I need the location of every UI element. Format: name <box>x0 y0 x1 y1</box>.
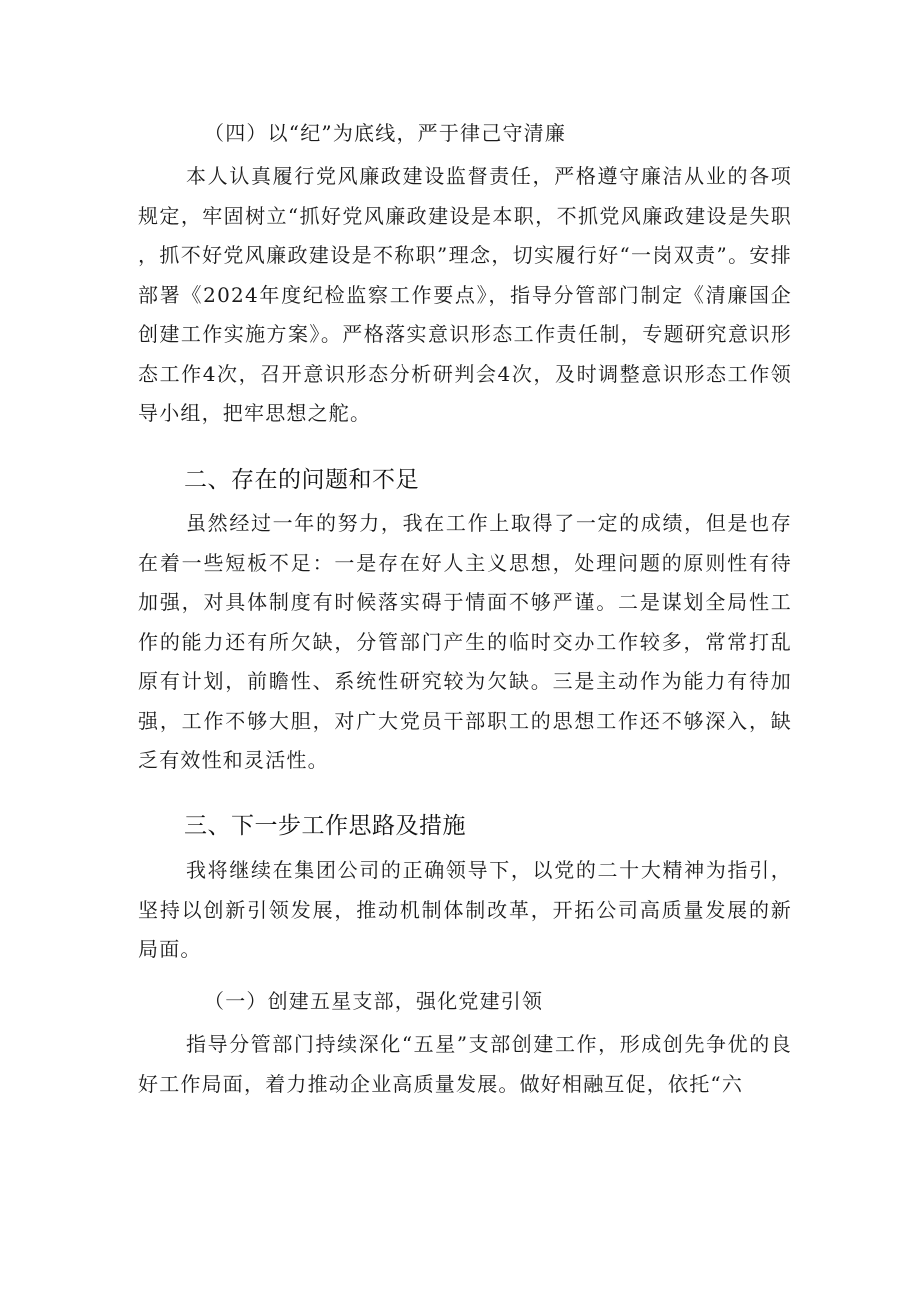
section-heading-next-steps: 三、下一步工作思路及措施 <box>184 813 466 839</box>
section-heading-problems: 二、存在的问题和不足 <box>184 467 419 493</box>
paragraph-problems: 虽然经过一年的努力，我在工作上取得了一定的成绩，但是也存在着一些短板不足：一是存在好人主义思想，处理问题的原则性有待加强，对具体制度有时候落实碍于情面不够严谨。二是谋划全局性工作的能力还有所欠缺，分管部门产生的临时交办工作较多，常常打乱原有计划，前瞻性、系统性研究较为欠缺。三是主动作为能力有待加强，工作不够大胆，对广大党员干部职工的思想工作还不够深入，缺乏有效性和灵活性。 <box>138 511 792 772</box>
paragraph-next-steps: 我将继续在集团公司的正确领导下，以党的二十大精神为指引，坚持以创新引领发展，推动机制体制改革，开拓公司高质量发展的新局面。 <box>138 858 792 961</box>
sub-heading-five-star-branch: （一）创建五星支部，强化党建引领 <box>204 989 544 1013</box>
paragraph-five-star-branch: 指导分管部门持续深化“五星”支部创建工作，形成创先争优的良好工作局面，着力推动企业高质量发展。做好相融互促，依托“六 <box>138 1032 792 1096</box>
sub-heading-integrity: （四）以“纪”为底线，严于律己守清廉 <box>204 121 567 145</box>
paragraph-integrity-responsibility: 本人认真履行党风廉政建设监督责任，严格遵守廉洁从业的各项规定，牢固树立“抓好党风廉政建设是本职，不抓党风廉政建设是失职，抓不好党风廉政建设是不称职”理念，切实履行好“一岗双责”。安排部署《2024年度纪检监察工作要点》，指导分管部门制定《清廉国企创建工作实施方案》。严格落实意识形态工作责任制，专题研究意识形态工作4次，召开意识形态分析研判会4次，及时调整意识形态工作领导小组，把牢思想之舵。 <box>138 164 792 425</box>
